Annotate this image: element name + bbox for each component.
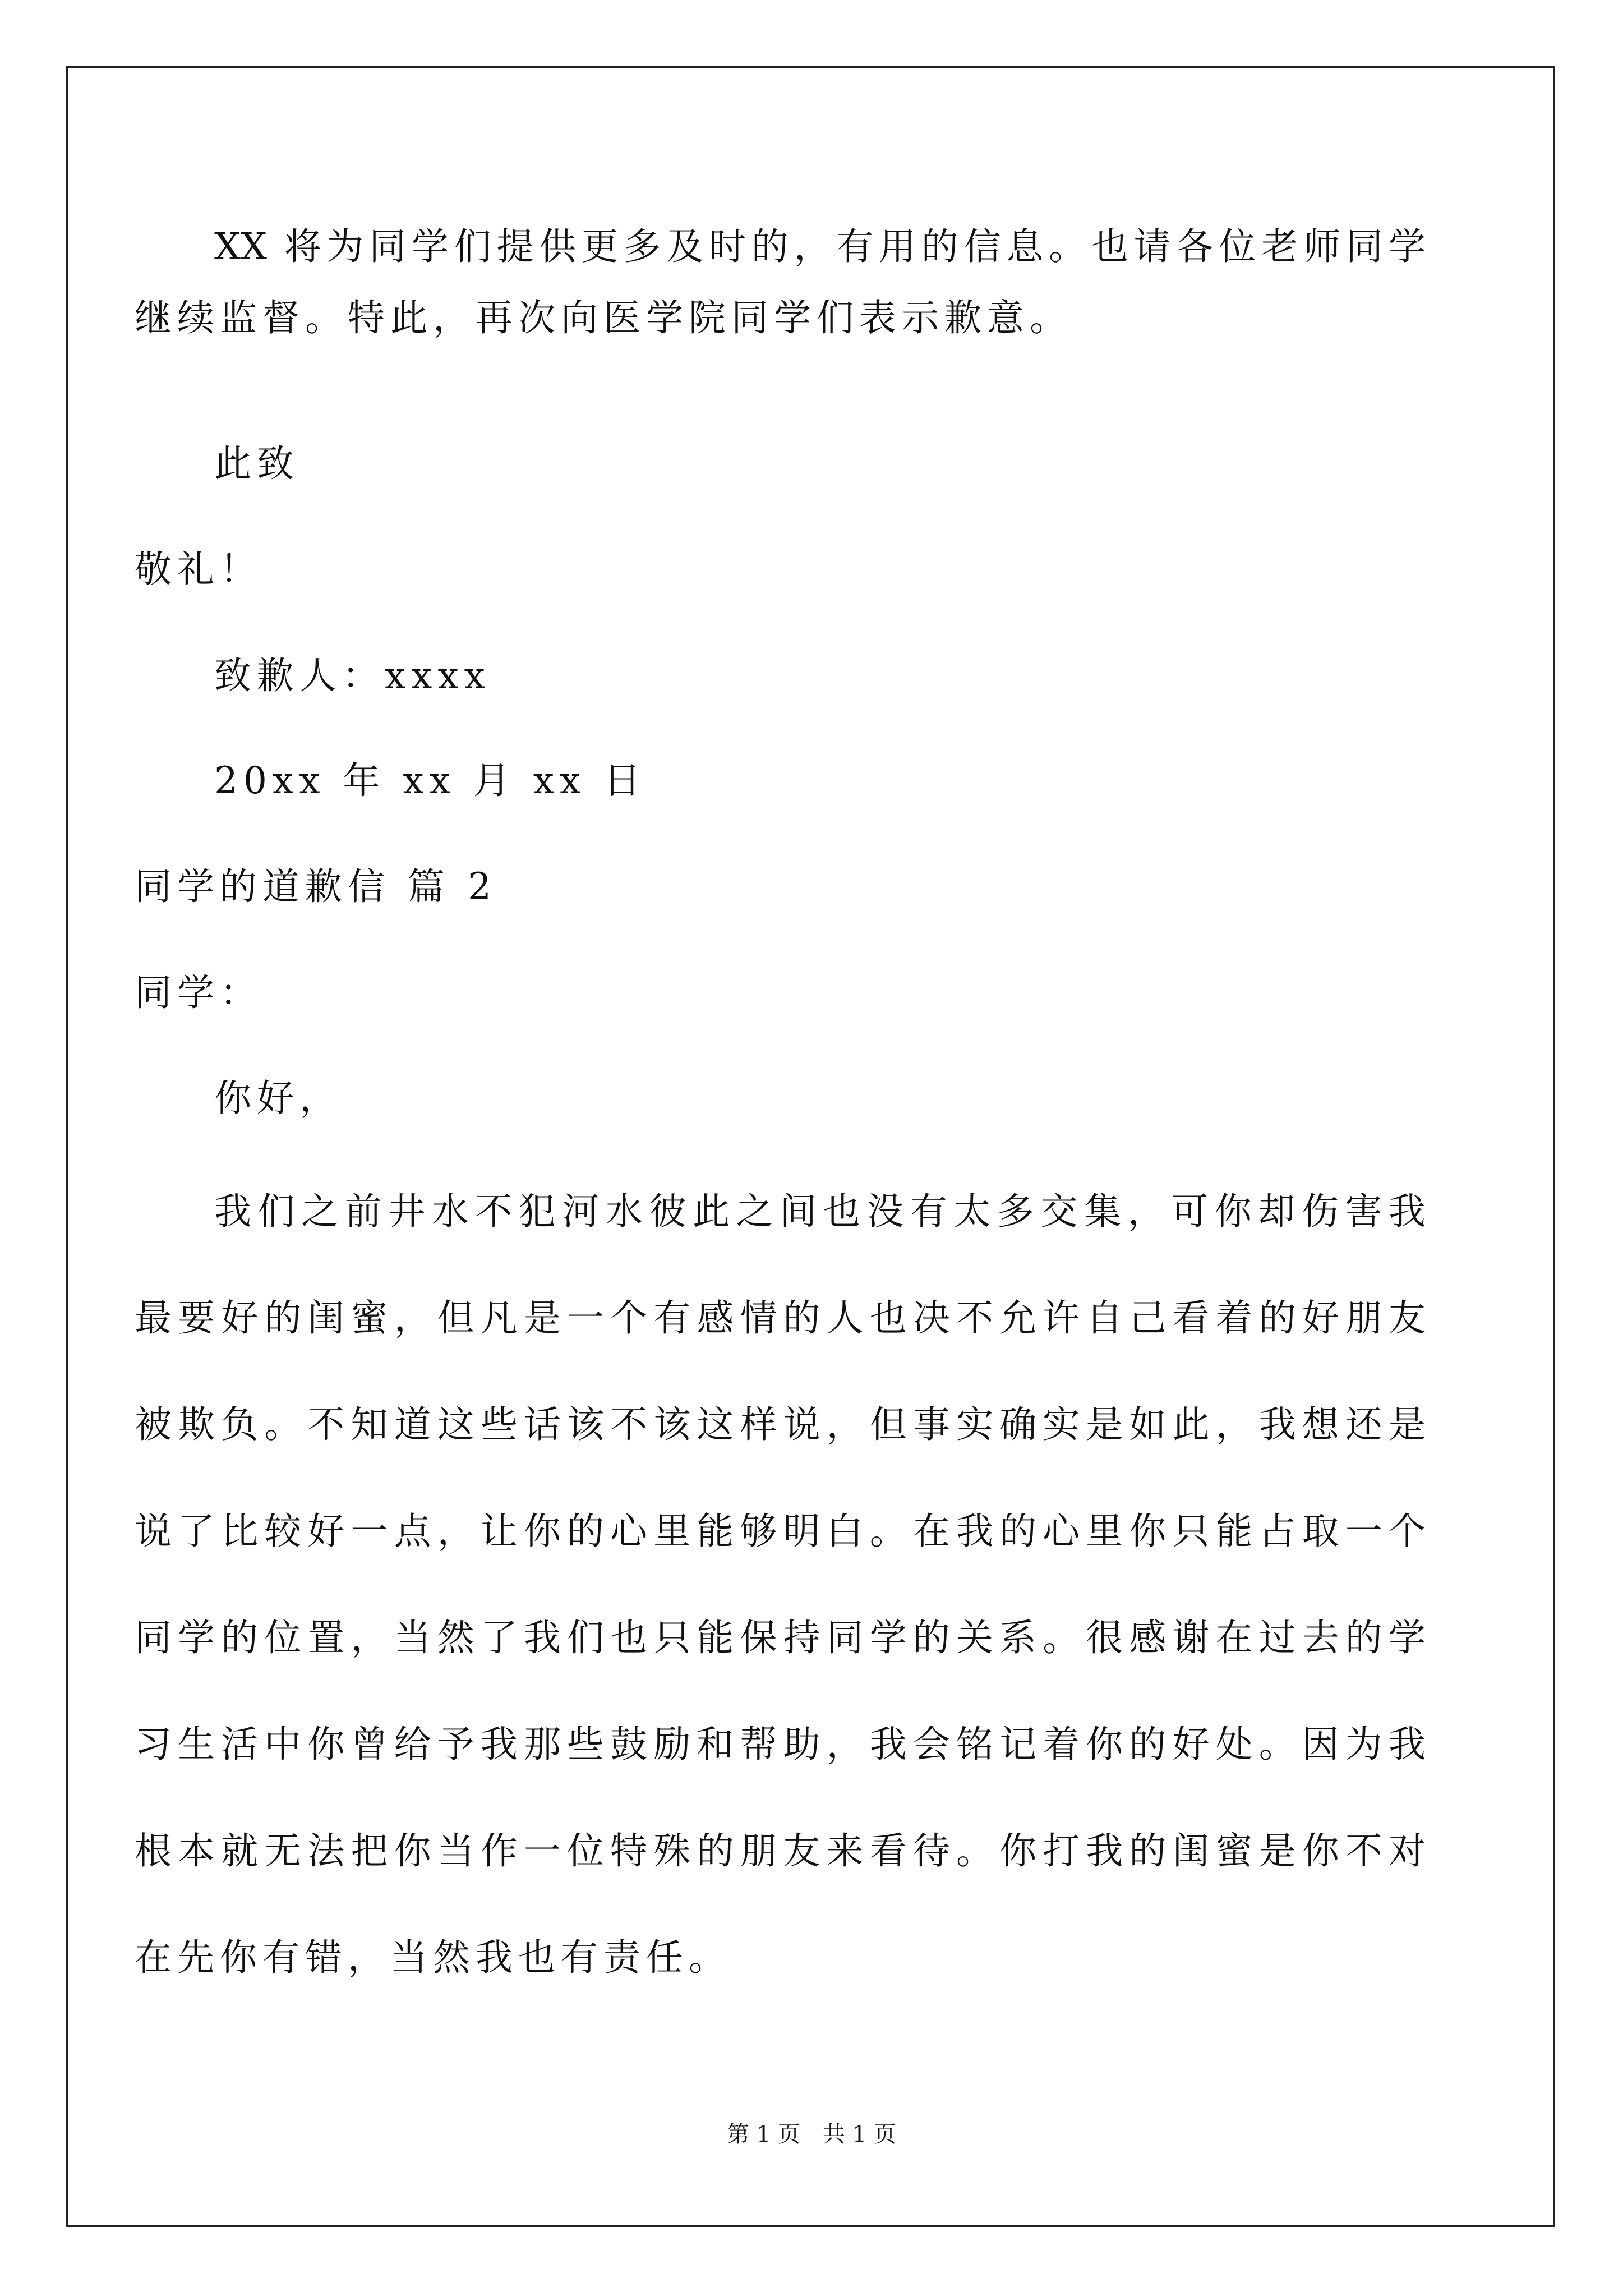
salute: 敬礼！ [135,547,262,591]
paragraph2-line: 被欺负。不知道这些话该不该这样说，但事实确实是如此，我想还是 [135,1403,1426,1446]
paragraph2-line: 我们之前井水不犯河水彼此之间也没有太多交集，可你却伤害我 [214,1190,1426,1233]
paragraph2-line: 习生活中你曾给予我那些鼓励和帮助，我会铭记着你的好处。因为我 [135,1723,1426,1766]
paragraph2-line: 根本就无法把你当作一位特殊的朋友来看待。你打我的闺蜜是你不对 [135,1829,1426,1872]
paragraph2-line: 同学的位置，当然了我们也只能保持同学的关系。很感谢在过去的学 [135,1616,1426,1659]
greeting: 你好， [214,1076,342,1120]
date: 20xx 年 xx 月 xx 日 [214,759,647,802]
paragraph1-line1: XX 将为同学们提供更多及时的，有用的信息。也请各位老师同学 [214,225,1426,268]
paragraph1-line2: 继续监督。特此，再次向医学院同学们表示歉意。 [135,296,1072,339]
paragraph2-line: 在先你有错，当然我也有责任。 [135,1936,731,1979]
signer: 致歉人：xxxx [214,654,491,697]
section2-title: 同学的道歉信 篇 2 [135,865,497,908]
addressee: 同学： [135,971,262,1014]
page-border [66,66,1555,2227]
page-number-footer: 第 1 页 共 1 页 [727,2122,896,2147]
paragraph2-line: 说了比较好一点，让你的心里能够明白。在我的心里你只能占取一个 [135,1510,1426,1553]
closing: 此致 [214,442,299,485]
paragraph2-line: 最要好的闺蜜，但凡是一个有感情的人也决不允许自己看着的好朋友 [135,1296,1426,1340]
